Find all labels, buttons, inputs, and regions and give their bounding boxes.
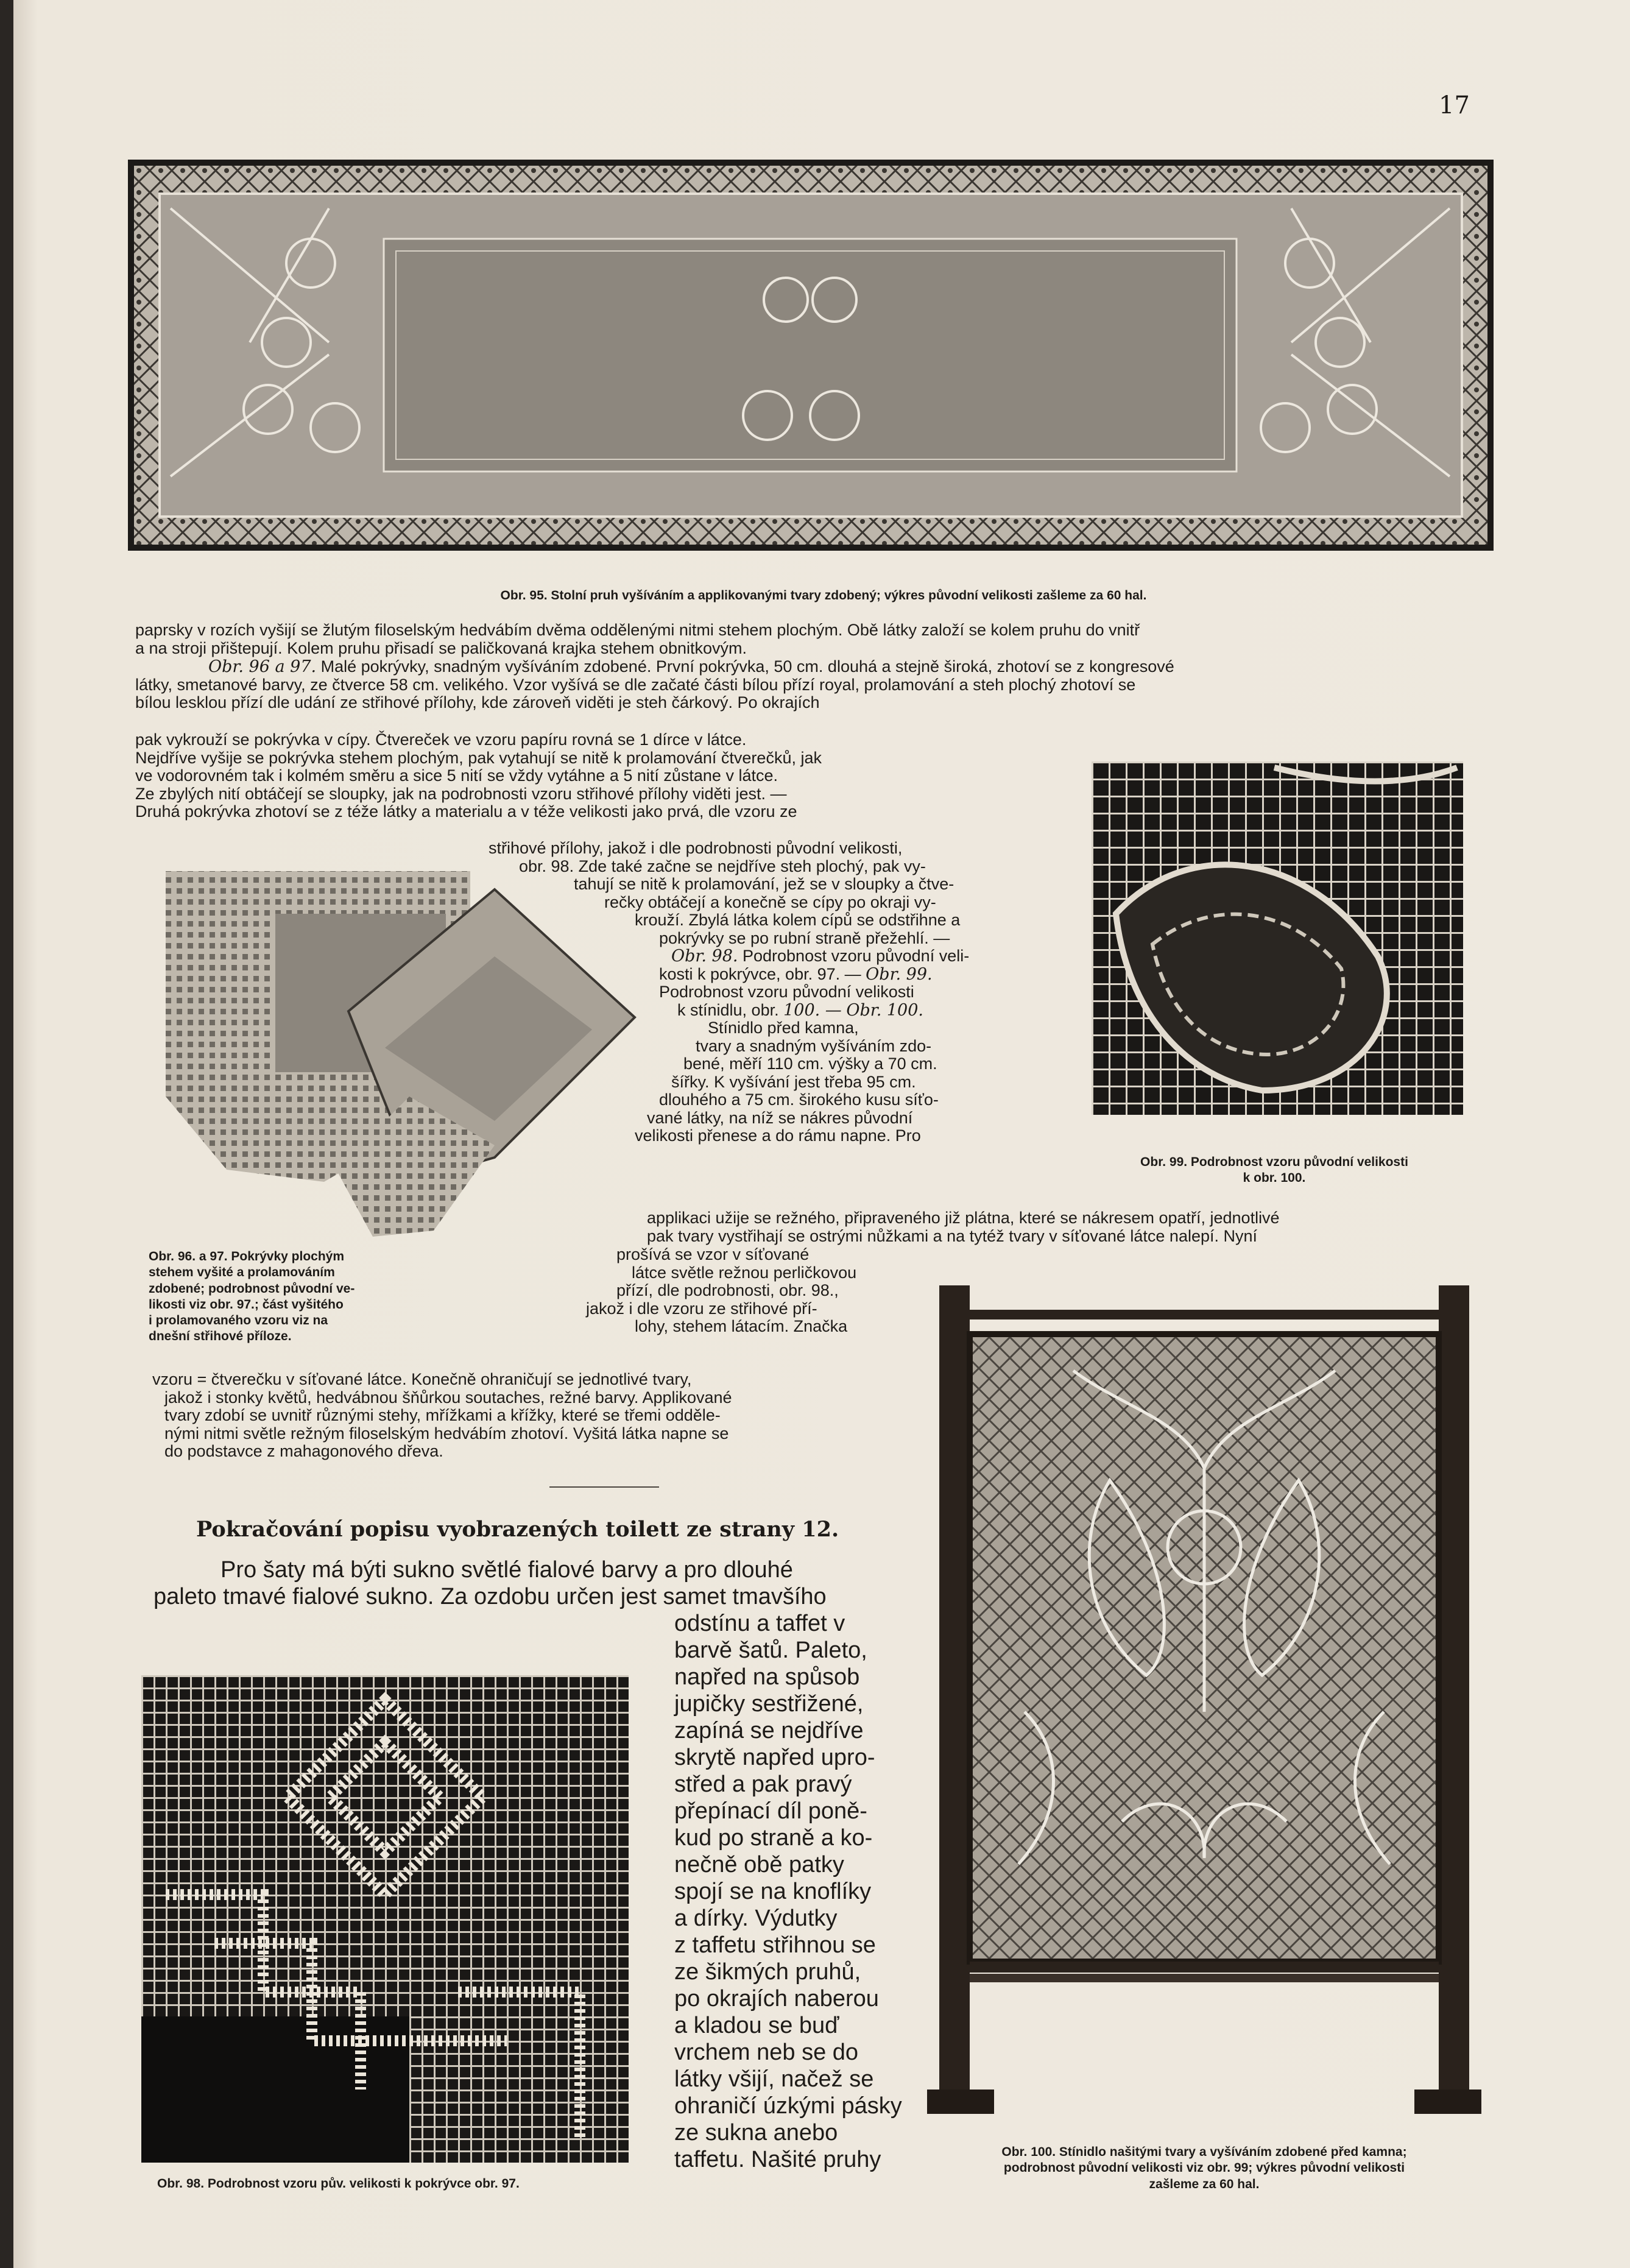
caption-line: podrobnost původní velikosti viz obr. 99; výkres původní velikosti <box>1003 2161 1405 2175</box>
figure-reference: Obr. 99. <box>866 964 933 984</box>
text-line: bílou lesklou přízí dle udání ze střihové přílohy, kde zároveň viděti je steh čárkový. Po okrajích <box>135 693 820 712</box>
text-line: bené, měří 110 cm. výšky a 70 cm. <box>683 1055 937 1073</box>
text-line: krouží. Zbylá látka kolem cípů se odstřihne a <box>635 911 961 929</box>
text-line: střihové přílohy, jakož i dle podrobnosti původní velikosti, <box>489 839 903 857</box>
text-line: pokrývky se po rubní straně přežehlí. — <box>659 928 950 947</box>
text-line: vané látky, na níž se nákres původní <box>647 1108 913 1127</box>
caption-line: Obr. 99. Podrobnost vzoru původní velikosti <box>1140 1155 1408 1169</box>
text-line: látky všijí, načež se <box>674 2066 874 2092</box>
figure-reference: Obr. 98. <box>671 947 738 966</box>
caption-line: k obr. 100. <box>1243 1171 1306 1185</box>
figure-95-caption: Obr. 95. Stolní pruh vyšíváním a applikovanými tvary zdobený; výkres původní velikosti zašleme za 60 hal. <box>500 588 1147 602</box>
text-line: Druhá pokrývka zhotoví se z téže látky a materialu a v téže velikosti jako prvá, dle vzoru ze <box>135 802 797 821</box>
text-line: spojí se na knoflíky <box>674 1879 872 1904</box>
text-line: jakož i stonky květů, hedvábnou šňůrkou soutaches, režné barvy. Applikované <box>164 1388 732 1407</box>
page-number: 17 <box>1439 91 1470 119</box>
text-line: z taffetu střihnou se <box>674 1932 876 1958</box>
figure-96-97-caption <box>149 1249 429 1345</box>
figure-98-pattern-detail <box>141 1675 629 2163</box>
caption-line: Obr. 96. a 97. Pokrývky plochým <box>149 1249 344 1263</box>
text-line: pak tvary vystřihají se ostrými nůžkami a na tytéž tvary v síťované látce nalepí. Nyní <box>647 1226 1258 1245</box>
article-main-paragraph <box>135 658 1494 712</box>
article-closing-lines <box>152 1371 926 1461</box>
text-line: lohy, stehem látacím. Značka <box>635 1317 848 1335</box>
text-line: ze šikmých pruhů, <box>674 1959 861 1985</box>
section2-narrow-column <box>674 1610 942 2173</box>
magazine-page <box>13 0 1630 2268</box>
text-line: taffetu. Našité pruhy <box>674 2147 881 2172</box>
text-line: prošívá se vzor v síťované <box>616 1245 810 1263</box>
text-line: tvary a snadným vyšíváním zdo- <box>696 1036 932 1055</box>
figure-99-caption <box>1073 1154 1475 1187</box>
text-line: a dírky. Výdutky <box>674 1906 838 1931</box>
text-line: nými nitmi světle režným filoselským hedvábím zhotoví. Vyšitá látka napne se <box>164 1424 729 1443</box>
text-line: odstínu a taffet v <box>674 1611 845 1636</box>
figure-reference: 100. — <box>783 1000 842 1020</box>
text-line: střed a pak pravý <box>674 1772 852 1797</box>
text-line: dlouhého a 75 cm. širokého kusu síťo- <box>659 1090 939 1109</box>
text-line: do podstavce z mahagonového dřeva. <box>164 1442 443 1460</box>
text-line: vrchem neb se do <box>674 2040 859 2065</box>
figure-96-97-covers <box>153 865 641 1243</box>
caption-line: dnešní střihové příloze. <box>149 1329 292 1344</box>
text-line: Nejdříve vyšije se pokrývka stehem plochým, pak vytahují se nitě k prolamování čtverečků, jak <box>135 748 822 767</box>
article-top-paragraph <box>135 621 1494 657</box>
text-line: velikosti přenese a do rámu napne. Pro <box>635 1126 921 1145</box>
text-line: látce světle režnou perličkovou <box>632 1263 857 1282</box>
text-line: barvě šatů. Paleto, <box>674 1637 867 1663</box>
text-line: po okrajích naberou <box>674 1986 879 2012</box>
fire-screen-illustration <box>927 1285 1481 2129</box>
pattern-illustration <box>141 1675 629 2163</box>
text-line: pak vykrouží se pokrývka v cípy. Čtvereček ve vzoru papíru rovná se 1 dírce v látce. <box>135 730 747 749</box>
text-line: vzoru = čtverečku v síťované látce. Konečně ohraničují se jednotlivé tvary, <box>152 1370 692 1388</box>
text-line: obr. 98. Zde také začne se nejdříve steh plochý, pak vy- <box>519 857 926 875</box>
text-line: nečně obě patky <box>674 1852 844 1878</box>
text-line: rečky obtáčejí a konečně se cípy po okraji vy- <box>604 892 936 911</box>
caption-line: Obr. 100. Stínidlo našitými tvary a vyšíváním zdobené před kamna; <box>1001 2145 1407 2159</box>
text-line: zapíná se nejdříve <box>674 1718 864 1743</box>
text-line <box>135 658 1494 676</box>
text-line: paprsky v rozích vyšijí se žlutým filoselským hedvábím dvěma oddělenými nitmi stehem plochým. Obě látky založí se kolem pruhu do vnitř <box>135 621 1140 639</box>
text-line: jupičky sestřižené, <box>674 1691 864 1717</box>
caption-line: likosti viz obr. 97.; část vyšitého <box>149 1297 344 1312</box>
text-line: paleto tmavé fialové sukno. Za ozdobu určen jest samet tmavšího <box>153 1584 827 1609</box>
detail-illustration <box>1092 761 1463 1115</box>
text-line: přepínací díl poně- <box>674 1798 867 1824</box>
section-heading: Pokračování popisu vyobrazených toilett ze strany 12. <box>196 1517 839 1542</box>
text-span: Podrobnost vzoru původní veli- <box>742 947 970 965</box>
text-span: Malé pokrývky, snadným vyšíváním zdobené. První pokrývka, 50 cm. dlouhá a stejně široká, zhotoví se z kongresové <box>320 657 1174 676</box>
text-span: kosti k pokrývce, obr. 97. — <box>659 964 861 983</box>
text-line: a na stroji přištepují. Kolem pruhu přisadí se paličkovaná krajka stehem obnitkovým. <box>135 638 747 657</box>
figure-reference: Obr. 100. <box>846 1000 923 1020</box>
figure-100-caption <box>927 2144 1481 2192</box>
text-line: ze sukna anebo <box>674 2120 838 2146</box>
text-line: šířky. K vyšívání jest třeba 95 cm. <box>671 1072 916 1091</box>
text-line: Pro šaty má býti sukno světlé fialové barvy a pro dlouhé <box>221 1557 793 1583</box>
text-line: tvary zdobí se uvnitř různými stehy, mřížkami a křížky, které se třemi odděle- <box>164 1406 721 1424</box>
section-divider <box>549 1486 659 1488</box>
text-line: látky, smetanové barvy, ze čtverce 58 cm. velikého. Vzor vyšívá se dle začaté části bílou přízí royal, prolamování a steh plochý zhotoví se <box>135 675 1136 694</box>
text-line: jakož i dle vzoru ze střihové pří- <box>586 1299 817 1318</box>
figure-reference: Obr. 96 a 97. <box>208 657 317 676</box>
text-line: Podrobnost vzoru původní velikosti <box>659 983 914 1001</box>
section2-paragraph <box>153 1556 933 1610</box>
text-line: ve vodorovném tak i kolmém směru a sice 5 nití se vždy vytáhne a 5 nití zůstane v látce. <box>135 766 778 785</box>
caption-line: i prolamovaného vzoru viz na <box>149 1313 328 1327</box>
text-line: kud po straně a ko- <box>674 1825 873 1851</box>
text-line: přízí, dle podrobnosti, obr. 98., <box>616 1281 839 1299</box>
covers-illustration <box>153 865 641 1243</box>
text-line: napřed na spůsob <box>674 1664 860 1690</box>
text-span: k stínidlu, obr. <box>677 1000 779 1019</box>
text-line: applikaci užije se režného, připraveného již plátna, které se nákresem opatří, jednotlivé <box>647 1209 1280 1227</box>
text-line: a kladou se buď <box>674 2013 839 2038</box>
figure-100-fire-screen <box>927 1285 1481 2129</box>
text-line: ohraničí úzkými pásky <box>674 2093 902 2119</box>
text-line: tahují se nitě k prolamování, jež se v sloupky a čtve- <box>574 875 954 893</box>
caption-line: stehem vyšité a prolamováním <box>149 1265 335 1280</box>
text-line: Ze zbylých nití obtáčejí se sloupky, jak na podrobnosti vzoru střihové přílohy viděti jest. — <box>135 784 787 803</box>
figure-98-caption: Obr. 98. Podrobnost vzoru pův. velikosti k pokrývce obr. 97. <box>157 2177 520 2191</box>
article-wide-lines <box>647 1209 1494 1245</box>
figure-99-detail <box>1092 761 1463 1115</box>
article-wrapped-paragraph <box>135 731 1067 821</box>
table-runner-illustration <box>128 160 1494 551</box>
caption-line: zašleme za 60 hal. <box>1149 2177 1260 2191</box>
text-line: Stínidlo před kamna, <box>708 1019 859 1037</box>
figure-95-table-runner <box>128 160 1494 551</box>
article-narrow-lines <box>580 1246 921 1336</box>
caption-line: zdobené; podrobnost původní ve- <box>149 1281 355 1296</box>
text-line: skrytě napřed upro- <box>674 1745 875 1770</box>
